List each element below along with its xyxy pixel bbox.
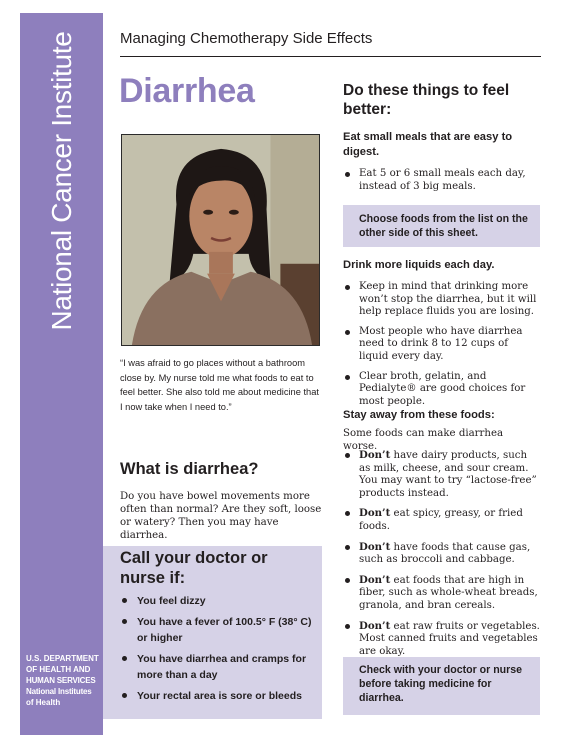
liquids-heading: Drink more liquids each day.: [343, 259, 495, 271]
list-item: Don’t have dairy products, such as milk, cheese, and sour cream. You may want to try “lactose-free” products instead.: [343, 449, 540, 500]
page-title: Diarrhea: [119, 72, 255, 110]
nci-logo-text: National Cancer Institute: [45, 30, 77, 331]
list-item: Don’t have foods that cause gas, such as broccoli and cabbage.: [343, 541, 540, 567]
patient-portrait-illustration: [122, 135, 319, 345]
stay-away-intro: Some foods can make diarrhea worse.: [343, 428, 504, 452]
meals-heading: Eat small meals that are easy to digest.: [343, 131, 513, 158]
call-doctor-heading: Call your doctor or nurse if:: [120, 549, 268, 587]
list-item: Most people who have diarrhea need to drink 8 to 12 cups of liquid every day.: [343, 326, 540, 364]
foods-list-note: Choose foods from the list on the other side of this sheet.: [343, 205, 540, 247]
dont-label: Don’t: [359, 540, 391, 553]
what-is-heading: What is diarrhea?: [120, 460, 259, 478]
list-item: You feel dizzy: [120, 593, 320, 609]
list-item: You have a fever of 100.5° F (38° C) or higher: [120, 614, 320, 646]
dont-label: Don’t: [359, 573, 391, 586]
list-item: Don’t eat foods that are high in fiber, such as whole-wheat breads, granola, and bran cereals.: [343, 574, 540, 613]
meals-list: [343, 168, 540, 200]
patient-photo: [121, 134, 320, 346]
what-is-body: Do you have bowel movements more often than normal? Are they soft, loose or watery? Then you may have diarrhea.: [120, 491, 322, 541]
header-divider: [120, 56, 541, 57]
dont-label: Don’t: [359, 507, 391, 520]
list-item: Keep in mind that drinking more won’t stop the diarrhea, but it will help replace fluids you are losing.: [343, 281, 540, 319]
call-doctor-list: [120, 593, 320, 709]
sidebar-vertical-title: [20, 13, 103, 348]
feel-better-heading: Do these things to feel better:: [343, 82, 510, 118]
patient-quote: “I was afraid to go places without a bathroom close by. My nurse told me what foods to eat to feel better. She also told me about medicine that I now take when I need to.”: [120, 358, 319, 412]
stay-away-heading: Stay away from these foods:: [343, 409, 495, 421]
list-item: Don’t eat spicy, greasy, or fried foods.: [343, 507, 540, 533]
list-item: Don’t eat raw fruits or vegetables. Most canned fruits and vegetables are okay.: [343, 620, 540, 659]
dont-label: Don’t: [359, 619, 391, 632]
hhs-nih-credit: U.S. DEPARTMENT OF HEALTH AND HUMAN SERVICES National Institutes of Health: [26, 654, 99, 707]
check-medicine-note: Check with your doctor or nurse before taking medicine for diarrhea.: [343, 657, 540, 715]
dont-label: Don’t: [359, 449, 391, 461]
series-title: Managing Chemotherapy Side Effects: [120, 30, 373, 47]
list-item: Your rectal area is sore or bleeds: [120, 688, 320, 704]
stay-away-list: [343, 449, 540, 665]
liquids-list: [343, 281, 540, 415]
list-item: You have diarrhea and cramps for more than a day: [120, 651, 320, 683]
list-item: Clear broth, gelatin, and Pedialyte® are good choices for most people.: [343, 371, 540, 409]
list-item: Eat 5 or 6 small meals each day, instead of 3 big meals.: [343, 168, 540, 193]
